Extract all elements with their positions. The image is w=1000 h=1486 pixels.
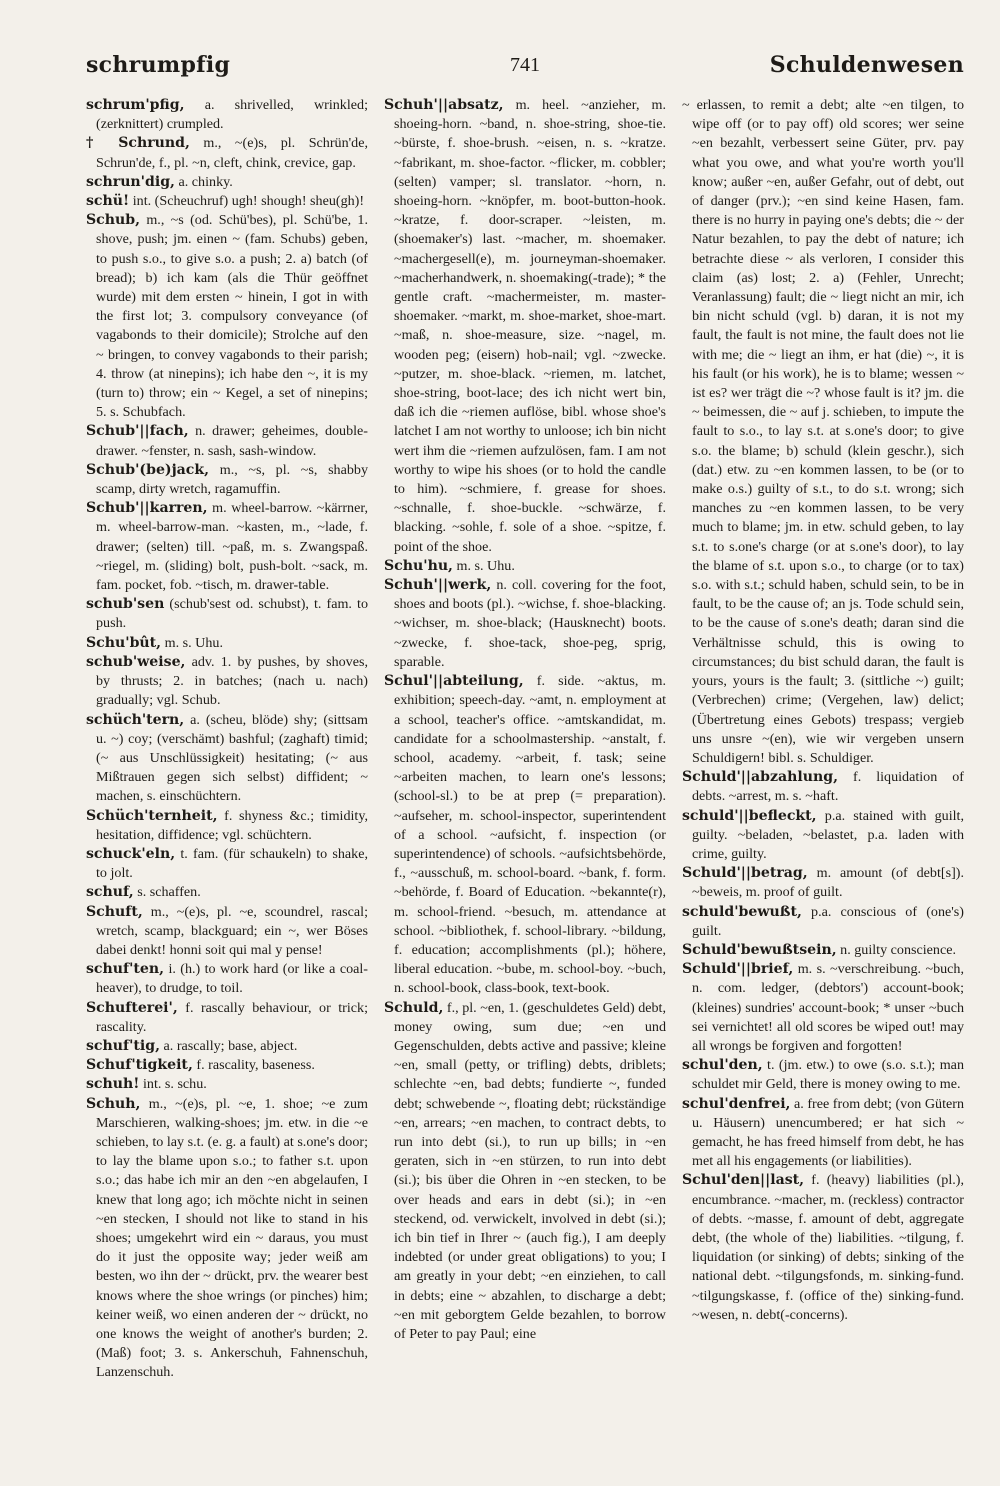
dictionary-entry: [86, 1095, 368, 1383]
entry-headword: schuf'tig,: [86, 1037, 161, 1054]
dictionary-entry: [384, 999, 666, 1345]
entry-definition: f. rascally behaviour, or trick; rascality.: [96, 999, 368, 1035]
entry-definition: f., pl. ~en, 1. (geschuldetes Geld) debt, money owing, sum due; ~en und Gegenschulden, debts active and passive; kleine ~en, small (petty, or trifling) debts, driblets; schlechte ~en, bad debts; fundierte ~, funded debt; schwebende ~, floating debt; rückständige ~en, arrears; ~en machen, to contract debts, to run into debt (si.), to run up bills; in ~en geraten, sich in ~en stürzen, to run into debt (si.); bis über die Ohren in ~en stecken, to be over heads and ears in debt (si.); in ~en steckend, od. verwickelt, involved in debt (si.); ich bin tief in Ihrer ~ (auch fig.), I am deeply indebted (or under great obligations) to you; I am greatly in your debt; ~en einziehen, to call in debts; eine ~ abzahlen, to discharge a debt; ~en mit geborgtem Gelde bezahlen, to borrow of Peter to pay Paul; eine: [394, 999, 666, 1342]
entry-headword: schrun'dig,: [86, 173, 175, 190]
dictionary-entry: [86, 999, 368, 1037]
entry-definition: s. schaffen.: [137, 884, 201, 901]
entry-definition: f. (heavy) liabilities (pl.), encumbrance. ~macher, m. (reckless) contractor of debts. ~masse, f. amount of debt, aggregate debt, (the whole of the) liabilities. ~tilgung, f. liquidation (or sinking) of debts; sinking of the national debt. ~tilgungsfonds, m. sinking-fund. ~tilgungskasse, f. (office of the) sinking-fund. ~wesen, n. debt(-concerns).: [692, 1172, 964, 1323]
dictionary-entry: [86, 499, 368, 595]
entry-headword: schü!: [86, 193, 130, 210]
dictionary-entry: [682, 807, 964, 865]
entry-headword: schuck'eln,: [86, 845, 176, 862]
dictionary-entry: [682, 1056, 964, 1094]
entry-headword: Schuft,: [86, 903, 143, 920]
entry-definition: a. (scheu, blöde) shy; (sittsam u. ~) coy; (verschämt) bashful; (zaghaft) timid; (~ aus Unschlüssigkeit) hesitating; (~ aus Mißtrauen gegen sich selbst) diffident; ~ machen, s. einschüchtern.: [96, 711, 368, 805]
entry-definition: n. coll. covering for the foot, shoes and boots (pl.). ~wichse, f. shoe-blacking. ~wichser, m. shoe-black; (Hausknecht) boots. ~zwecke, f. shoe-tack, shoe-peg, sprig, sparable.: [394, 577, 666, 670]
entry-headword: Schuld'||betrag,: [682, 865, 808, 882]
column-middle: [384, 96, 666, 1466]
dictionary-entry: [86, 134, 368, 172]
dictionary-entry: [86, 96, 368, 134]
text-columns: [86, 96, 964, 1466]
dictionary-entry: [384, 96, 666, 557]
dictionary-entry: [682, 960, 964, 1056]
entry-headword: Schub'||fach,: [86, 423, 189, 440]
entry-definition: p.a. conscious of (one's) guilt.: [692, 903, 964, 939]
entry-headword: schul'den,: [682, 1057, 763, 1074]
entry-headword: schuf,: [86, 884, 134, 901]
dictionary-entry: [682, 864, 964, 902]
entry-definition: m., ~(e)s, pl. ~e, scoundrel, rascal; wretch, scamp, blackguard; ein ~, wer Böses dabei denkt! honni soit qui mal y pense!: [96, 903, 368, 958]
dictionary-entry: [682, 1171, 964, 1325]
dictionary-entry: [86, 192, 368, 211]
entry-definition: m., ~(e)s, pl. Schrün'de, Schrun'de, f., pl. ~n, cleft, chink, crevice, gap.: [96, 135, 368, 171]
dictionary-entry: [86, 211, 368, 422]
entry-definition: t. (jm. etw.) to owe (s.o. s.t.); man schuldet mir Geld, there is money owing to me.: [692, 1057, 964, 1093]
column-right: [682, 96, 964, 1466]
dictionary-entry: [86, 807, 368, 845]
entry-headword: schuh!: [86, 1076, 140, 1093]
dictionary-entry: [682, 1095, 964, 1172]
dictionary-entry: [86, 173, 368, 192]
dictionary-entry: [86, 1056, 368, 1075]
entry-definition: t. fam. (für schaukeln) to shake, to jolt.: [96, 845, 368, 882]
dictionary-entry: [86, 960, 368, 998]
entry-headword: Schuld'||brief,: [682, 961, 794, 978]
dictionary-entry: [682, 941, 964, 960]
dictionary-entry: [86, 845, 368, 883]
entry-definition: m. wheel-barrow. ~kärrner, m. wheel-barrow-man. ~kasten, m., ~lade, f. drawer; (selten) till. ~paß, m. s. Zwangspaß. ~riegel, m. (sliding) bolt, push-bolt. ~sack, m. fam. pocket, fob. ~tisch, m. drawer-table.: [96, 500, 368, 594]
dictionary-entry: [86, 461, 368, 499]
dictionary-entry: [384, 672, 666, 998]
entry-definition: n. drawer; geheimes, double-drawer. ~fenster, n. sash, sash-window.: [96, 423, 368, 459]
dictionary-entry: [86, 1037, 368, 1056]
dictionary-entry: [86, 883, 368, 902]
entry-headword: † Schrund,: [86, 135, 190, 152]
entry-definition: m., ~(e)s, pl. ~e, 1. shoe; ~e zum Marschieren, walking-shoes; jm. etw. in die ~e schieben, to lay s.t. (e. g. a fault) at s.one's door; to lay the blame upon s.o.; to father s.t. upon s.o.; das habe ich mir an den ~en abgelaufen, I knew that long ago; ich möchte nicht in seinen ~en stecken, I should not like to stand in his shoes; umgekehrt wird ein ~ daraus, you must do it just the opposite way; jeder weiß am besten, wo ihn der ~ drückt, prv. the wearer best knows where the shoe wrings (or pinches) him; keiner weiß, wo einen anderen der ~ drückt, no one knows the weight of another's burden; 2. (Maß) foot; 3. s. Ankerschuh, Fahnenschuh, Lanzenschuh.: [96, 1095, 368, 1381]
entry-definition: f. rascality, baseness.: [196, 1057, 315, 1074]
entry-definition: n. guilty conscience.: [840, 941, 956, 958]
entry-headword: Schu'bût,: [86, 634, 162, 651]
entry-definition: m. amount (of debt[s]). ~beweis, m. proof of guilt.: [692, 865, 964, 901]
page-header: [86, 52, 964, 88]
entry-definition: p.a. stained with guilt, guilty. ~beladen, ~belastet, p.a. laden with crime, guilty.: [692, 807, 964, 862]
dictionary-entry: [86, 1075, 368, 1094]
entry-definition: f. side. ~aktus, m. exhibition; speech-day. ~amt, n. employment at a school, teacher's office. ~amtskandidat, m. candidate for a schoolmastership. ~anstalt, f. school, academy. ~arbeit, f. task; seine ~arbeiten machen, to learn one's lessons; (school-sl.) to be at prep (= preparation). ~aufseher, m. school-inspector, superintendent of a school. ~aufsicht, f. inspection (or superintendence) of schools. ~aufsichtsbehörde, f., ~ausschuß, m. school-board. ~bank, f. form. ~behörde, f. Board of Education. ~bekannte(r), m. school-friend. ~besuch, m. attendance at school. ~bibliothek, f. school-library. ~bildung, f. education; accomplishments (pl.); höhere, liberal education. ~bube, m. school-boy. ~buch, n. school-book, class-book, text-book.: [394, 673, 666, 997]
header-left-guideword: schrumpfig: [86, 52, 231, 78]
dictionary-entry: [86, 653, 368, 711]
entry-definition: adv. 1. by pushes, by shoves, by thrusts; 2. in batches; (nach u. nach) gradually; vgl. Schub.: [96, 653, 368, 709]
entry-headword: Schuld'bewußtsein,: [682, 941, 837, 958]
entry-headword: Schuld'||abzahlung,: [682, 769, 839, 786]
dictionary-entry: [682, 96, 964, 768]
dictionary-entry: [86, 595, 368, 633]
dictionary-entry: [384, 557, 666, 576]
dictionary-entry: [682, 903, 964, 941]
entry-headword: Schub'(be)jack,: [86, 461, 210, 478]
entry-definition: m. heel. ~anzieher, m. shoeing-horn. ~band, n. shoe-string, shoe-tie. ~bürste, f. shoe-brush. ~eisen, n. s. ~kratze. ~fabrikant, m. shoe-factor. ~flicker, m. cobbler; (selten) vamper; sl. translator. ~horn, n. shoeing-horn. ~knöpfer, m. boot-button-hook. ~kratze, f. door-scraper. ~leisten, m. (shoemaker's) last. ~macher, m. shoemaker. ~machergesell(e), m. journeyman-shoemaker. ~macherhandwerk, n. shoemaking(-trade); * the gentle craft. ~machermeister, m. master-shoemaker. ~markt, m. shoe-market, shoe-mart. ~maß, n. shoe-measure, size. ~nagel, m. wooden peg; (eisern) hob-nail; vgl. ~zwecke. ~putzer, m. shoe-black. ~riemen, m. latchet, shoe-string, boot-lace; des ich nicht wert bin, daß ich die ~riemen auflöse, bibl. whose shoe's latchet I am not worthy to unloose; ich bin nicht wert ihm die ~riemen aufzulösen, fam. I am not worthy to wipe his shoes (or to hold the candle to him). ~schmiere, f. grease for shoes. ~schnalle, f. shoe-buckle. ~schwärze, f. blacking. ~sohle, f. sole of a shoe. ~spitze, f. point of the shoe.: [394, 97, 666, 555]
entry-definition: m. s. ~verschreibung. ~buch, n. com. ledger, (debtors') account-book; (kleines) sundries' account-book; * unser ~buch sei vernichtet! all old scores be wiped out! may all wrongs be forgiven and forgotten!: [692, 961, 964, 1054]
entry-headword: Schuh'||absatz,: [384, 97, 504, 113]
entry-headword: Schuf'tigkeit,: [86, 1057, 193, 1074]
entry-headword: Schufterei',: [86, 999, 178, 1016]
page-number: 741: [510, 54, 540, 76]
entry-definition: m. s. Uhu.: [456, 557, 515, 574]
entry-definition: m., ~s (od. Schü'bes), pl. Schü'be, 1. shove, push; jm. einen ~ (fam. Schubs) geben, to push s.o., to give s.o. a push; 2. a) batch (of bread); b) ich kam (als die Thür geöffnet wurde) mit dem ersten ~ hinein, I got in with the first lot; 3. compulsory conveyance (of vagabonds to their domicile); Strolche auf den ~ bringen, to convey vagabonds to their parish; 4. throw (at ninepins); ich habe den ~, it is my (turn to) throw; ein ~ Kegel, a set of ninepins; 5. s. Schubfach.: [96, 212, 368, 421]
entry-definition: m., ~s, pl. ~s, shabby scamp, dirty wretch, ragamuffin.: [96, 461, 368, 498]
entry-headword: schul'denfrei,: [682, 1095, 791, 1112]
entry-headword: Schu'hu,: [384, 557, 453, 574]
entry-definition: (schub'sest od. schubst), t. fam. to push.: [96, 596, 368, 632]
entry-definition: a. shrivelled, wrinkled; (zerknittert) crumpled.: [96, 97, 368, 133]
entry-headword: schüch'tern,: [86, 711, 185, 728]
entry-definition: a. chinky.: [178, 173, 233, 190]
dictionary-entry: [86, 711, 368, 807]
entry-headword: Schul'den||last,: [682, 1172, 805, 1189]
dictionary-entry: [86, 422, 368, 460]
dictionary-entry: [86, 903, 368, 961]
entry-headword: Schub,: [86, 212, 141, 229]
entry-definition: int. s. schu.: [142, 1076, 207, 1093]
entry-headword: Schub'||karren,: [86, 500, 208, 517]
entry-headword: Schuh'||werk,: [384, 577, 492, 594]
entry-definition: f. shyness &c.; timidity, hesitation, diffidence; vgl. schüchtern.: [96, 807, 368, 843]
entry-headword: schuld'||befleckt,: [682, 807, 817, 824]
header-right-guideword: Schuldenwesen: [769, 52, 964, 78]
dictionary-entry: [384, 576, 666, 672]
entry-headword: schrum'pfig,: [86, 97, 185, 113]
entry-headword: schuf'ten,: [86, 961, 165, 978]
entry-headword: Schüch'ternheit,: [86, 807, 218, 824]
dictionary-entry: [86, 634, 368, 653]
dictionary-entry: [682, 768, 964, 806]
entry-headword: schub'sen: [86, 596, 165, 613]
entry-headword: Schuh,: [86, 1095, 141, 1112]
entry-definition: a. rascally; base, abject.: [163, 1037, 298, 1054]
entry-definition: f. liquidation of debts. ~arrest, m. s. ~haft.: [692, 769, 964, 805]
entry-definition: ~ erlassen, to remit a debt; alte ~en tilgen, to wipe off (or to pay off) old scores; wer seine ~en bezahlt, verbessert seine Güter, prv. pay what you owe, and what you're worth you'll know; außer ~en, außer Gefahr, out of debt, out of danger (prv.); ~en sind keine Hasen, fam. there is no hurry in paying one's debts; die ~ der Natur bezahlen, to pay the debt of nature; ich betrachte diese ~ als verloren, I consider this claim (as) lost; 2. a) (Fehler, Unrecht; Veranlassung) fault; die ~ liegt nicht an mir, ich bin nicht schuld (vgl. b) daran, it is not my fault, the fault is not mine, the fault does not lie with me; die ~ liegt an ihm, er hat (die) ~, it is his fault (or his work), he is to blame; wessen ~ ist es? wer trägt die ~? whose fault is it? jm. die ~ beimessen, die ~ auf j. schieben, to impute the fault to s.o., to lay s.t. at s.one's door; to give s.o. the blame; b) schuld (klein geschr.), sich (dat.) etw. zu ~en kommen lassen, to be (or to make o.s.) guilty of s.t., to do s.t. wrong; sich manches zu ~en kommen lassen, to be very much to blame; jm. in etw. schuld geben, to lay s.t. to s.one's charge (or at s.one's door), to lay the blame of s.t. upon s.o., to charge (or to tax) s.o. with s.t.; schuld haben, schuld sein, to be in fault, to be the cause of; an js. Tode schuld sein, to be the cause of s.one's death; daran sind die Verhältnisse schuld, this is owing to circumstances; du bist schuld daran, the fault is yours, yours is the fault; 3. (sittliche ~) guilt; (Verbrechen) crime; (Vergehen, law) delict; (Übertretung eines Gebots) trespass; vergieb uns unsre ~(en), wie wir vergeben unsern Schuldigern! bibl. s. Schuldiger.: [682, 97, 964, 766]
entry-headword: schub'weise,: [86, 653, 186, 670]
entry-definition: int. (Scheuchruf) ugh! shough! sheu(gh)!: [132, 193, 365, 210]
column-left: [86, 96, 368, 1466]
entry-headword: Schul'||abteilung,: [384, 673, 524, 690]
entry-definition: m. s. Uhu.: [164, 634, 223, 651]
entry-definition: i. (h.) to work hard (or like a coal-heaver), to drudge, to toil.: [96, 961, 368, 997]
entry-headword: schuld'bewußt,: [682, 903, 802, 920]
entry-headword: Schuld,: [384, 999, 444, 1016]
entry-definition: a. free from debt; (von Gütern u. Häusern) unencumbered; er hat sich ~ gemacht, he has freed himself from debt, he has met all his engagements (or liabilities).: [692, 1095, 964, 1170]
